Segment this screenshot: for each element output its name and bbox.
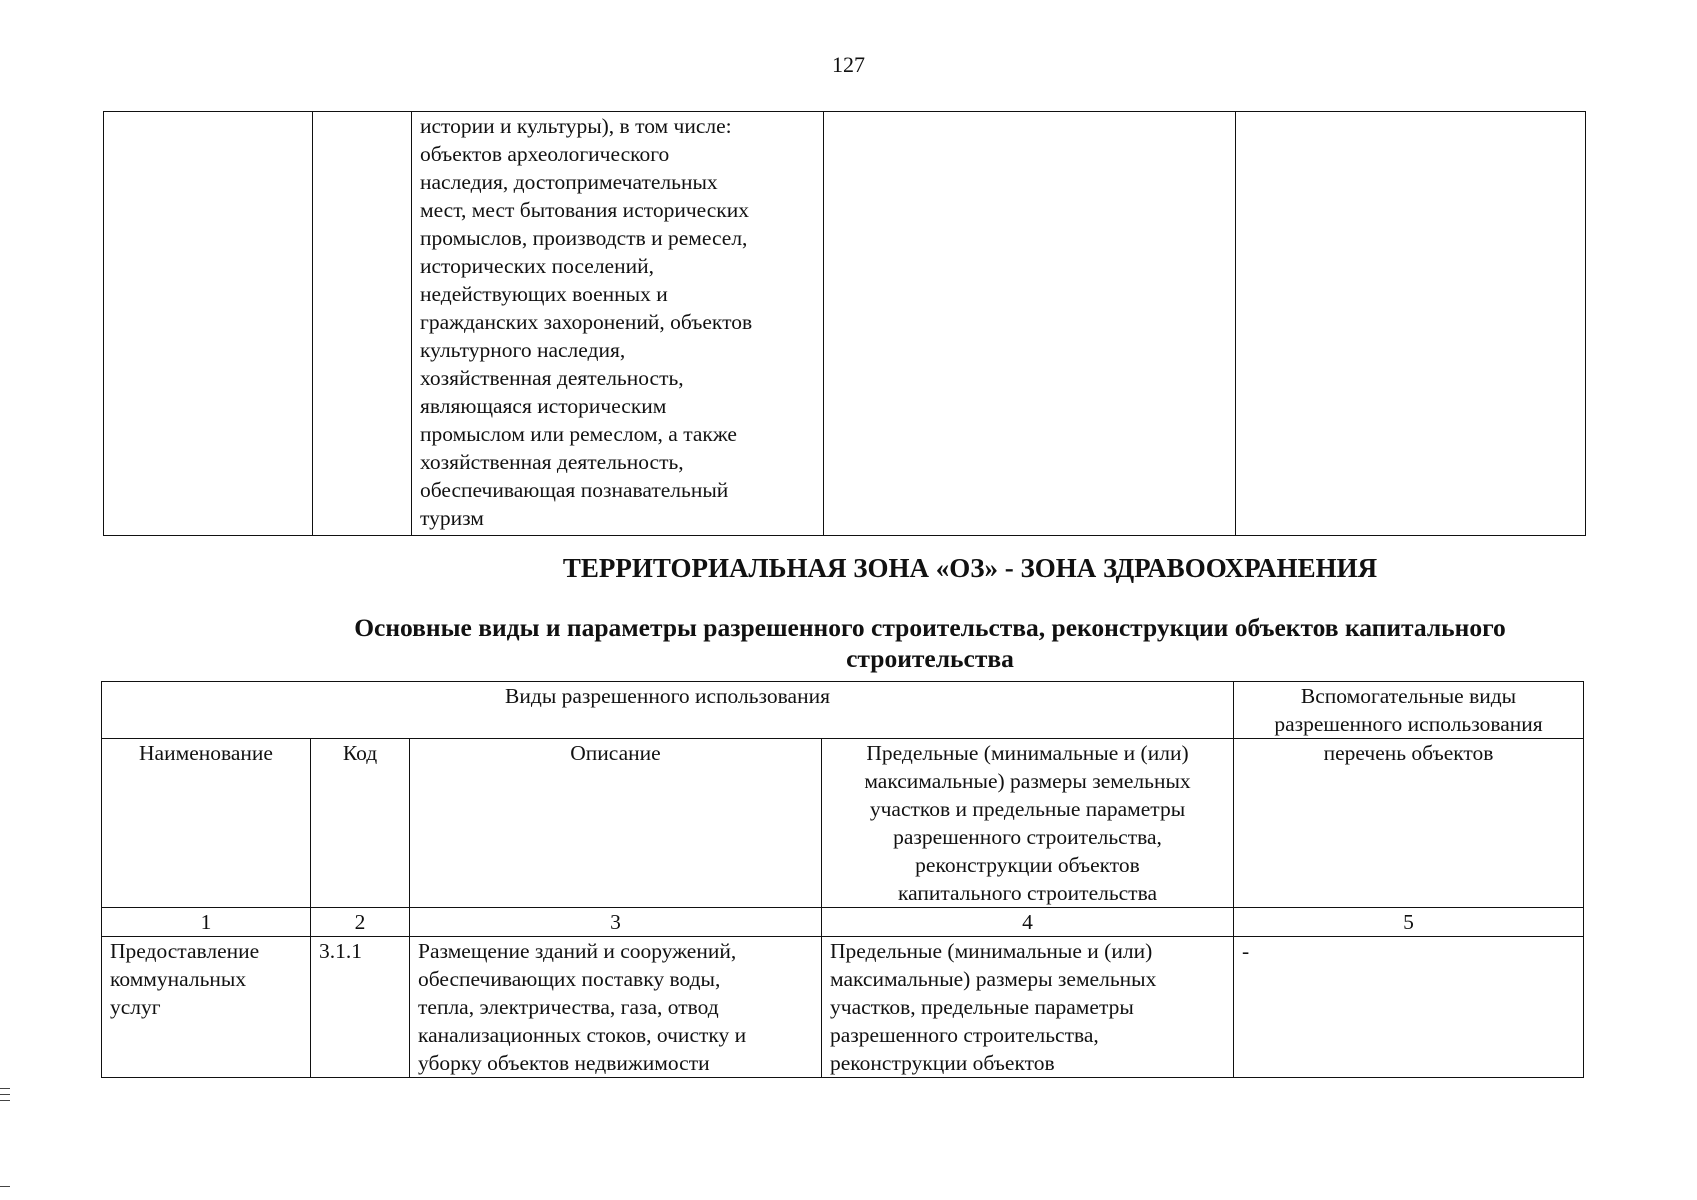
header-line: максимальные) размеры земельных xyxy=(864,769,1191,793)
description-cell xyxy=(410,937,822,1078)
description-line: хозяйственная деятельность, xyxy=(420,366,684,390)
description-line: исторических поселений, xyxy=(420,254,654,278)
header-line: реконструкции объектов xyxy=(915,853,1140,877)
code-cell: 3.1.1 xyxy=(311,937,410,1078)
column-number-row xyxy=(102,908,1584,937)
scan-margin-mark xyxy=(0,1088,10,1089)
name-header: Наименование xyxy=(102,739,311,908)
permitted-uses-header: Виды разрешенного использования xyxy=(102,682,1234,739)
description-line: являющаяся историческим xyxy=(420,394,667,418)
column-number: 3 xyxy=(410,908,822,937)
name-line: Предоставление xyxy=(110,939,260,963)
description-line: наследия, достопримечательных xyxy=(420,170,718,194)
description-line: промыслом или ремеслом, а также xyxy=(420,422,737,446)
column-header-row xyxy=(102,739,1584,908)
scan-margin-mark xyxy=(0,1100,10,1101)
objects-header: перечень объектов xyxy=(1234,739,1584,908)
limits-line: участков, предельные параметры xyxy=(830,995,1134,1019)
table-row xyxy=(104,112,1586,536)
limits-header xyxy=(822,739,1234,908)
column-number: 1 xyxy=(102,908,311,937)
description-line: объектов археологического xyxy=(420,142,670,166)
name-line: услуг xyxy=(110,995,161,1019)
column-number: 5 xyxy=(1234,908,1584,937)
description-line: гражданских захоронений, объектов xyxy=(420,310,753,334)
description-line: канализационных стоков, очистку и xyxy=(418,1023,747,1047)
header-line: участков и предельные параметры xyxy=(869,797,1186,821)
description-line: промыслов, производств и ремесел, xyxy=(420,226,748,250)
objects-cell xyxy=(1236,112,1586,536)
section-title xyxy=(270,612,1590,674)
objects-cell: - xyxy=(1234,937,1584,1078)
name-line: коммунальных xyxy=(110,967,247,991)
header-line: разрешенного строительства, xyxy=(893,825,1162,849)
limits-cell xyxy=(824,112,1236,536)
description-line: недействующих военных и xyxy=(420,282,668,306)
description-line: обеспечивающая познавательный xyxy=(420,478,729,502)
limits-line: максимальные) размеры земельных xyxy=(830,967,1157,991)
column-number: 4 xyxy=(822,908,1234,937)
continued-table xyxy=(103,111,1586,536)
limits-line: разрешенного строительства, xyxy=(830,1023,1099,1047)
scan-margin-mark xyxy=(0,1094,10,1095)
section-title-line: строительства xyxy=(846,644,1014,673)
code-cell xyxy=(313,112,412,536)
description-line: культурного наследия, xyxy=(420,338,626,362)
code-header: Код xyxy=(311,739,410,908)
permitted-use-table xyxy=(101,681,1584,1078)
auxiliary-uses-header xyxy=(1234,682,1584,739)
scan-margin-mark xyxy=(0,1186,10,1187)
page-number: 127 xyxy=(832,52,865,77)
limits-line: Предельные (минимальные и (или) xyxy=(830,939,1153,963)
group-header-row xyxy=(102,682,1584,739)
description-header: Описание xyxy=(410,739,822,908)
name-cell xyxy=(104,112,313,536)
column-number: 2 xyxy=(311,908,410,937)
description-line: хозяйственная деятельность, xyxy=(420,450,684,474)
header-line: разрешенного использования xyxy=(1274,712,1543,736)
limits-line: реконструкции объектов xyxy=(830,1051,1055,1075)
description-line: тепла, электричества, газа, отвод xyxy=(418,995,719,1019)
description-line: истории и культуры), в том числе: xyxy=(420,114,732,138)
description-line: Размещение зданий и сооружений, xyxy=(418,939,737,963)
header-line: Предельные (минимальные и (или) xyxy=(866,741,1189,765)
header-line: Вспомогательные виды xyxy=(1300,684,1517,708)
header-line: капитального строительства xyxy=(897,881,1157,905)
table-row xyxy=(102,937,1584,1078)
section-title-line: Основные виды и параметры разрешенного строительства, реконструкции объектов капитального xyxy=(354,613,1506,642)
description-line: обеспечивающих поставку воды, xyxy=(418,967,721,991)
description-line: туризм xyxy=(420,506,484,530)
zone-title: ТЕРРИТОРИАЛЬНАЯ ЗОНА «ОЗ» - ЗОНА ЗДРАВООХРАНЕНИЯ xyxy=(562,553,1378,583)
limits-cell xyxy=(822,937,1234,1078)
description-line: мест, мест бытования исторических xyxy=(420,198,749,222)
description-line: уборку объектов недвижимости xyxy=(418,1051,710,1075)
name-cell xyxy=(102,937,311,1078)
description-cell xyxy=(412,112,824,536)
